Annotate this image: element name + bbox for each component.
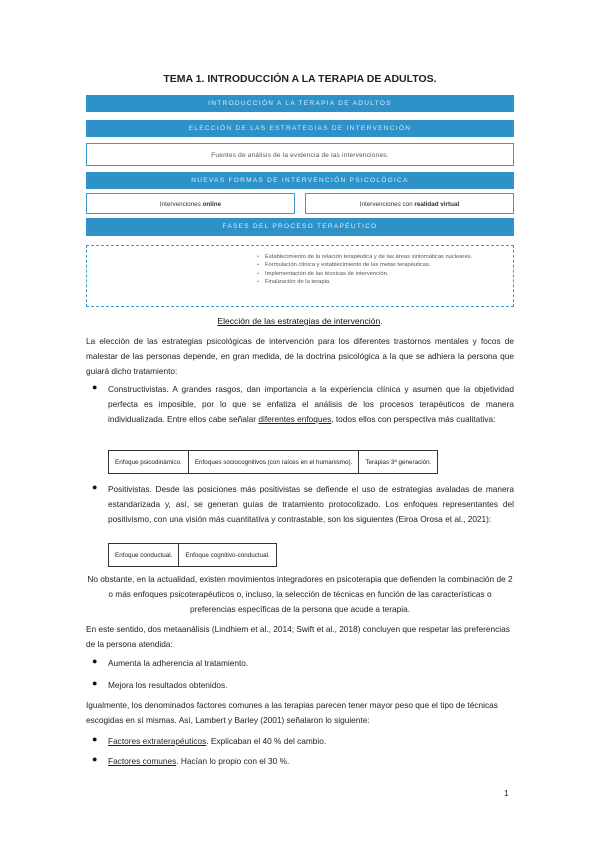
bullet-dot: ● xyxy=(92,382,98,392)
fases-item: • Establecimiento de la relación terapéutica y de las áreas sintomáticas nucleares. xyxy=(257,253,475,261)
paragraph-metaanalisis: En este sentido, dos metaanálisis (Lindhiem et al., 2014; Swift et al., 2018) concluyen que respetar las preferencias de la persona atendida: xyxy=(86,624,510,649)
outline-eleccion-bar: ELECCIÓN DE LAS ESTRATEGIAS DE INTERVENCIÓN xyxy=(86,120,514,137)
virtual-bold: realidad virtual xyxy=(414,201,460,208)
outline-online-box xyxy=(86,193,295,214)
online-prefix: Intervenciones xyxy=(159,201,203,208)
bullet-dot: ● xyxy=(92,678,98,688)
table-cell: Enfoque psicodinámico. xyxy=(109,451,189,474)
bullet-resultados: Mejora los resultados obtenidos. xyxy=(108,680,228,690)
bullet-text: . Explicaban el 40 % del cambio. xyxy=(206,736,327,746)
positivist-approaches-table xyxy=(108,543,277,567)
underlined-link-text: diferentes enfoques xyxy=(258,413,332,424)
outline-nuevas-bar: NUEVAS FORMAS DE INTERVENCIÓN PSICOLÓGICA xyxy=(86,172,514,189)
table-cell: Enfoques sociocognitivos (con raíces en el humanismo). xyxy=(188,451,359,474)
bullet-dot: ● xyxy=(92,734,98,744)
underlined-term: Factores extraterapéuticos xyxy=(108,736,207,746)
outline-fuentes-box: Fuentes de análisis de la evidencia de las intervenciones. xyxy=(86,143,514,166)
online-bold: online xyxy=(202,201,222,208)
virtual-prefix: Intervenciones con xyxy=(359,201,415,208)
bullet-dot: ● xyxy=(92,754,98,764)
section-heading xyxy=(0,316,600,326)
table-row xyxy=(109,544,277,567)
underlined-term: Factores comunes xyxy=(108,756,177,766)
outline-virtual-box xyxy=(305,193,514,214)
bullet-text: . Hacían lo propio con el 30 %. xyxy=(176,756,290,766)
fases-item: • Formulación clínica y establecimiento de las metas terapéuticas. xyxy=(257,261,475,269)
section-heading-text: Elección de las estrategias de intervención xyxy=(217,316,381,326)
fases-list-box xyxy=(86,245,514,307)
fases-item: • Finalización de la terapia. xyxy=(257,278,475,286)
bullet-text: , todos ellos con perspectiva más cualitativa: xyxy=(331,413,496,424)
paragraph-factores: Igualmente, los denominados factores comunes a las terapias parecen tener mayor peso que el tipo de técnicas escogidas en sí mismas. Así, Lambert y Barley (2001) señalaron lo siguiente: xyxy=(86,700,498,725)
bullet-dot: ● xyxy=(92,482,98,492)
bullet-positivistas: Positivistas. Desde las posiciones más positivistas se defiende el uso de estrategias avaladas de manera estandarizada y, así, se generan guías de tratamiento protocolizado. Los enfoques representantes del positivismo, con una visión más cuantitativa y contrastable, son los siguientes (Eiroa Orosa et al., 2021): xyxy=(108,484,514,524)
constructivist-approaches-table xyxy=(108,450,438,474)
bullet-constructivistas xyxy=(108,382,514,426)
fases-list xyxy=(87,246,513,286)
bullet-adherencia: Aumenta la adherencia al tratamiento. xyxy=(108,658,249,668)
bullet-text: Constructivistas. A grandes rasgos, dan importancia a la experiencia clínica y asumen que la objetividad perfecta es imposible, por lo que se enfatiza el análisis de los procesos terapéuticos de manera individualizada. Entre ellos cabe señalar xyxy=(108,384,514,424)
table-cell: Terapias 3ª generación. xyxy=(359,451,438,474)
page-number: 1 xyxy=(504,788,509,798)
outline-intro-bar: INTRODUCCIÓN A LA TERAPIA DE ADULTOS xyxy=(86,95,514,112)
page-title: TEMA 1. INTRODUCCIÓN A LA TERAPIA DE ADULTOS. xyxy=(163,73,437,85)
bullet-comunes xyxy=(108,754,514,769)
table-row xyxy=(109,451,438,474)
bullet-dot: ● xyxy=(92,656,98,666)
paragraph-integradores: No obstante, en la actualidad, existen movimientos integradores en psicoterapia que defienden la combinación de 2 o más enfoques psicoterapéuticos o, incluso, la selección de técnicas en función de las características o preferencias específicas de la persona que acude a terapia. xyxy=(87,574,513,614)
fases-item: • Implementación de las técnicas de intervención. xyxy=(257,270,475,278)
section-heading-period: . xyxy=(380,316,383,326)
table-cell: Enfoque conductual. xyxy=(109,544,179,567)
outline-fases-bar: FASES DEL PROCESO TERAPÉUTICO xyxy=(86,218,514,236)
paragraph-eleccion: La elección de las estrategias psicológicas de intervención para los diferentes trastornos mentales y focos de malestar de las personas depende, en gran medida, de la doctrina psicológica a la que se adhiera la persona que guiará dicho tratamiento: xyxy=(86,336,514,376)
bullet-extraterapeuticos xyxy=(108,734,514,749)
table-cell: Enfoque cognitivo-conductual. xyxy=(179,544,276,567)
